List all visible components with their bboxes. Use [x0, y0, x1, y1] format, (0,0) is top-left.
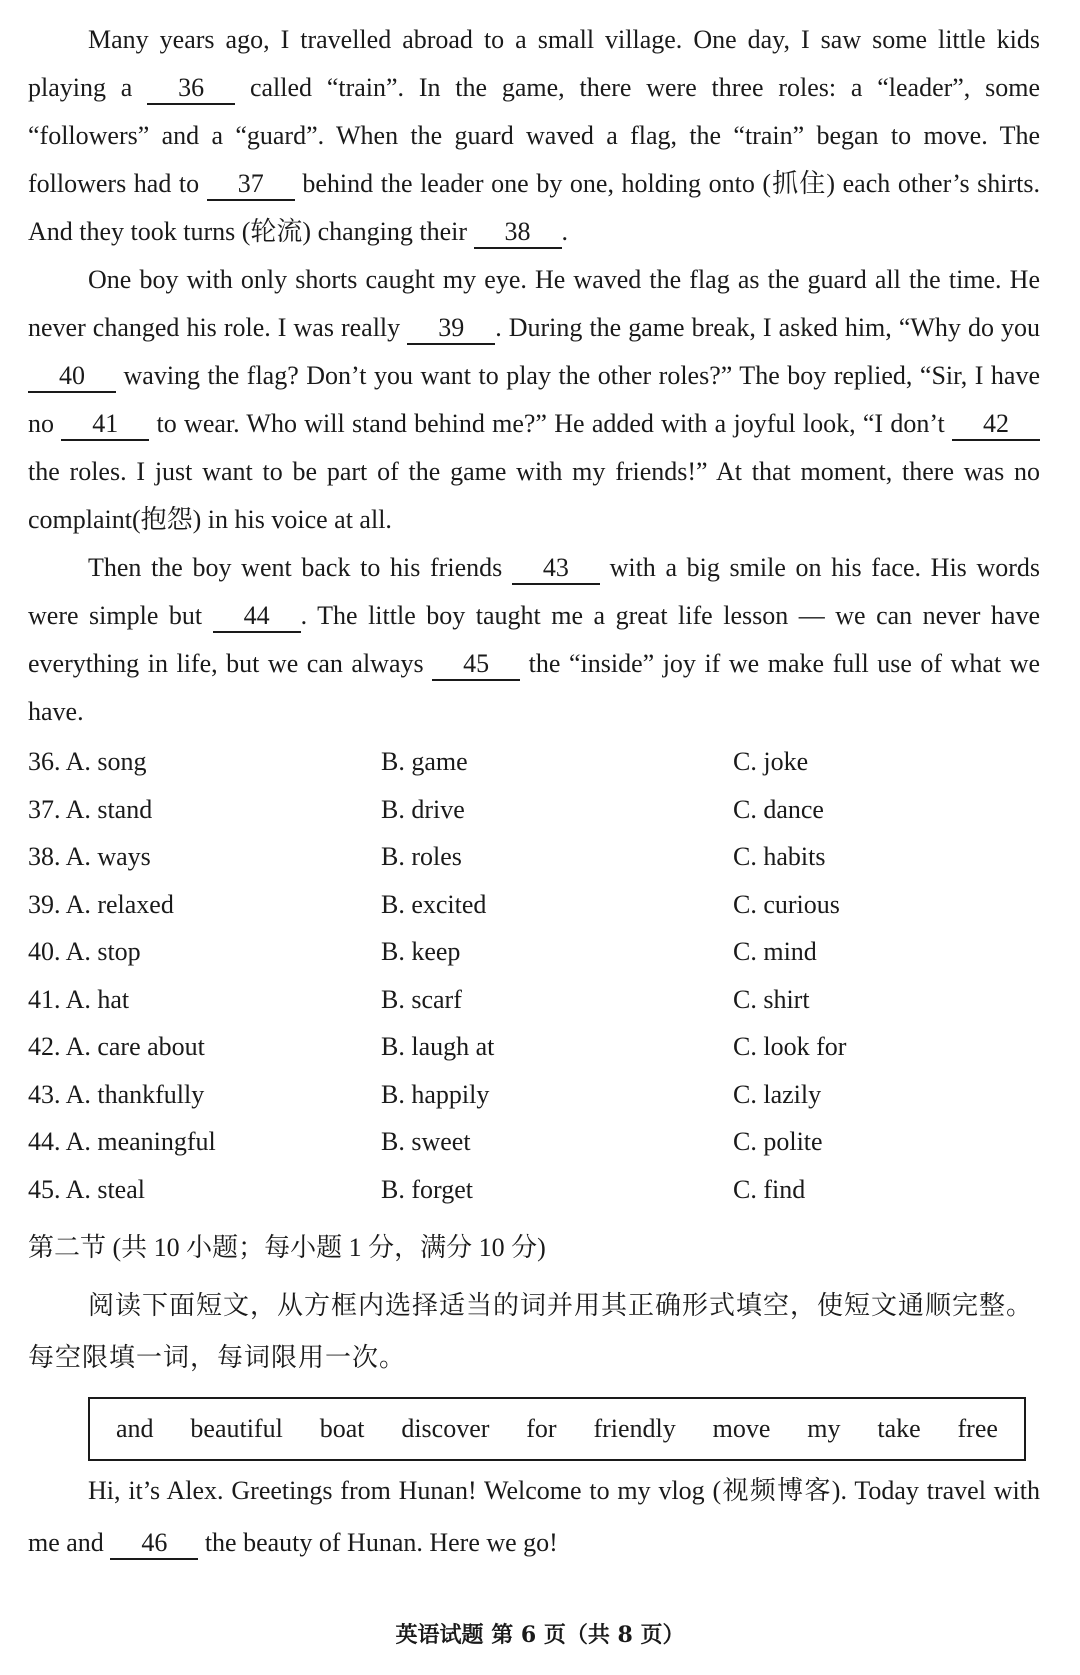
blank-37[interactable]: 37 [207, 169, 295, 201]
passage-cloze [28, 16, 1040, 736]
option-row-38 [28, 833, 1040, 881]
option-36-c[interactable]: C. joke [733, 747, 809, 776]
section-2-title: 第二节 (共 10 小题；每小题 1 分，满分 10 分) [28, 1233, 546, 1262]
option-38-b[interactable]: B. roles [381, 842, 462, 871]
option-40-c[interactable]: C. mind [733, 937, 817, 966]
word-friendly: friendly [593, 1414, 676, 1443]
word-discover: discover [401, 1414, 490, 1443]
option-38-a[interactable]: 38. A. ways [28, 842, 151, 871]
blank-36[interactable]: 36 [147, 73, 235, 105]
blank-41[interactable]: 41 [61, 409, 149, 441]
option-38-c[interactable]: C. habits [733, 842, 826, 871]
option-row-36 [28, 738, 1040, 786]
option-40-b[interactable]: B. keep [381, 937, 461, 966]
option-39-a[interactable]: 39. A. relaxed [28, 889, 174, 919]
option-42-c[interactable]: C. look for [733, 1032, 847, 1061]
word-boat: boat [319, 1414, 365, 1443]
option-43-b[interactable]: B. happily [381, 1079, 490, 1109]
paragraph-1: Many years ago, I travelled abroad to a small village. One day, I saw some little kids playing a 36 called “train”. In the game, there were three roles: a “leader”, some “followers” and a “guard”. When the guard waved a flag, the “train” began to move. The followers had to 37 behind the leader one by one, holding onto (抓住) each other’s shirts. And they took turns (轮流) changing their 38 . [28, 16, 1040, 256]
word-move: move [712, 1414, 771, 1443]
option-row-37 [28, 786, 1040, 834]
blank-45[interactable]: 45 [432, 649, 520, 681]
section-2-instruction: 阅读下面短文，从方框内选择适当的词并用其正确形式填空，使短文通顺完整。每空限填一词，每词限用一次。 [28, 1291, 1034, 1372]
option-40-a[interactable]: 40. A. stop [28, 937, 141, 966]
option-41-b[interactable]: B. scarf [381, 984, 462, 1014]
option-row-41 [28, 976, 1040, 1024]
option-42-a[interactable]: 42. A. care about [28, 1032, 205, 1061]
word-free: free [957, 1414, 998, 1443]
paragraph-3: Then the boy went back to his friends 43 with a big smile on his face. His words were simple but 44 . The little boy taught me a great life lesson — we can never have everything in life, but we can always 45 the “inside” joy if we make full use of what we have. [28, 553, 1041, 726]
options-list [28, 738, 1040, 1213]
word-beautiful: beautiful [190, 1414, 283, 1443]
option-37-b[interactable]: B. drive [381, 794, 465, 824]
option-row-43 [28, 1071, 1040, 1119]
word-and: and [116, 1414, 154, 1443]
option-44-a[interactable]: 44. A. meaningful [28, 1127, 216, 1156]
option-36-b[interactable]: B. game [381, 747, 468, 776]
option-row-44 [28, 1118, 1040, 1166]
blank-46[interactable]: 46 [110, 1528, 198, 1560]
option-43-a[interactable]: 43. A. thankfully [28, 1079, 205, 1109]
option-36-a[interactable]: 36. A. song [28, 747, 147, 776]
option-row-42 [28, 1023, 1040, 1071]
blank-40[interactable]: 40 [28, 361, 116, 393]
option-41-a[interactable]: 41. A. hat [28, 984, 130, 1014]
option-41-c[interactable]: C. shirt [733, 984, 810, 1014]
vlog-paragraph-1: Hi, it’s Alex. Greetings from Hunan! Welcome to my vlog (视频博客). Today travel with me and 46 the beauty of Hunan. Here we go! [28, 1465, 1040, 1569]
word-for: for [526, 1414, 557, 1443]
option-37-a[interactable]: 37. A. stand [28, 794, 153, 824]
option-39-c[interactable]: C. curious [733, 889, 840, 919]
blank-44[interactable]: 44 [213, 601, 301, 633]
paragraph-2: One boy with only shorts caught my eye. He waved the flag as the guard all the time. He never changed his role. I was really 39 . During the game break, I asked him, “Why do you 40 waving the flag? Don’t you want to play the other roles?” The boy replied, “Sir, I have no 41 to wear. Who will stand behind me?” He added with a joyful look, “I don’t 42 the roles. I just want to be part of the game with my friends!” At that moment, there was no complaint(抱怨) in his voice at all. [28, 265, 1040, 534]
option-row-45 [28, 1166, 1040, 1214]
word-box [88, 1397, 1026, 1461]
option-42-b[interactable]: B. laugh at [381, 1032, 495, 1061]
passage-vlog [28, 1465, 1040, 1569]
word-take: take [877, 1414, 921, 1443]
blank-39[interactable]: 39 [407, 313, 495, 345]
option-45-a[interactable]: 45. A. steal [28, 1174, 145, 1204]
option-45-b[interactable]: B. forget [381, 1174, 473, 1204]
option-44-c[interactable]: C. polite [733, 1127, 823, 1156]
option-37-c[interactable]: C. dance [733, 794, 824, 824]
blank-42[interactable]: 42 [952, 409, 1040, 441]
option-44-b[interactable]: B. sweet [381, 1127, 471, 1156]
option-row-39 [28, 881, 1040, 929]
page-footer: 英语试题 第 6 页（共 8 页） [395, 1622, 685, 1648]
option-45-c[interactable]: C. find [733, 1174, 806, 1204]
blank-38[interactable]: 38 [474, 217, 562, 249]
option-row-40 [28, 928, 1040, 976]
word-my: my [807, 1414, 841, 1443]
blank-43[interactable]: 43 [512, 553, 600, 585]
option-39-b[interactable]: B. excited [381, 889, 487, 919]
option-43-c[interactable]: C. lazily [733, 1079, 822, 1109]
